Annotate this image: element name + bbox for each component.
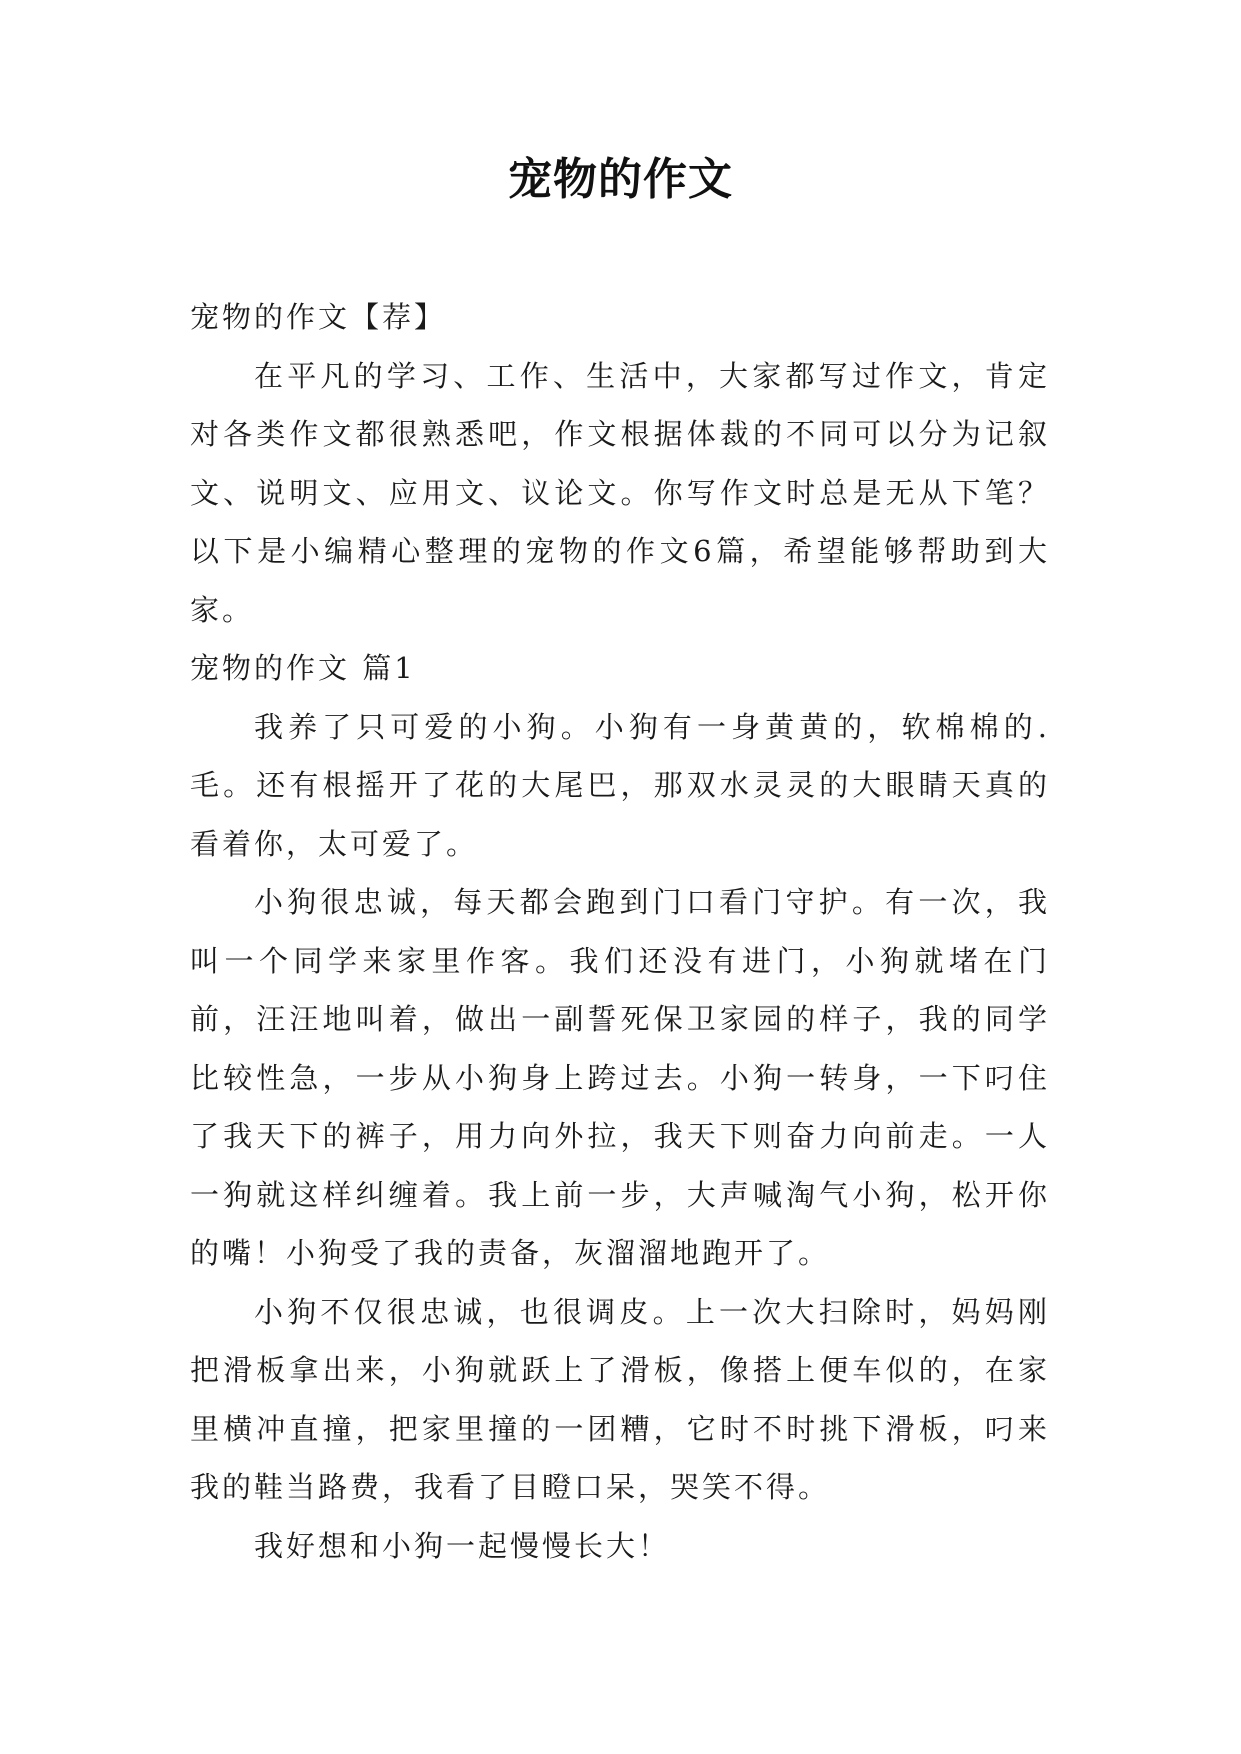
document-body bbox=[190, 288, 1050, 1575]
document-subtitle: 宠物的作文【荐】 bbox=[190, 300, 447, 334]
document-title: 宠物的作文 bbox=[508, 154, 733, 205]
intro-paragraph: 在平凡的学习、工作、生活中，大家都写过作文，肯定对各类作文都很熟悉吧，作文根据体裁的不同可以分为记叙文、说明文、应用文、议论文。你写作文时总是无从下笔？以下是小编精心整理的宠物的作文6篇，希望能够帮助到大家。 bbox=[190, 358, 1050, 627]
body-paragraph: 我好想和小狗一起慢慢长大！ bbox=[254, 1528, 671, 1563]
body-paragraph: 我养了只可爱的小狗。小狗有一身黄黄的，软棉棉的.毛。还有根摇开了花的大尾巴，那双水灵灵的大眼睛天真的看着你，太可爱了。 bbox=[190, 709, 1050, 861]
body-paragraph: 小狗不仅很忠诚，也很调皮。上一次大扫除时，妈妈刚把滑板拿出来，小狗就跃上了滑板，像搭上便车似的，在家里横冲直撞，把家里撞的一团糟，它时不时挑下滑板，叼来我的鞋当路费，我看了目瞪口呆，哭笑不得。 bbox=[190, 1294, 1050, 1504]
section-heading: 宠物的作文 篇1 bbox=[190, 651, 416, 685]
body-paragraph: 小狗很忠诚，每天都会跑到门口看门守护。有一次，我叫一个同学来家里作客。我们还没有进门，小狗就堵在门前，汪汪地叫着，做出一副誓死保卫家园的样子，我的同学比较性急，一步从小狗身上跨过去。小狗一转身，一下叼住了我天下的裤子，用力向外拉，我天下则奋力向前走。一人一狗就这样纠缠着。我上前一步，大声喊淘气小狗，松开你的嘴！小狗受了我的责备，灰溜溜地跑开了。 bbox=[190, 885, 1050, 1270]
